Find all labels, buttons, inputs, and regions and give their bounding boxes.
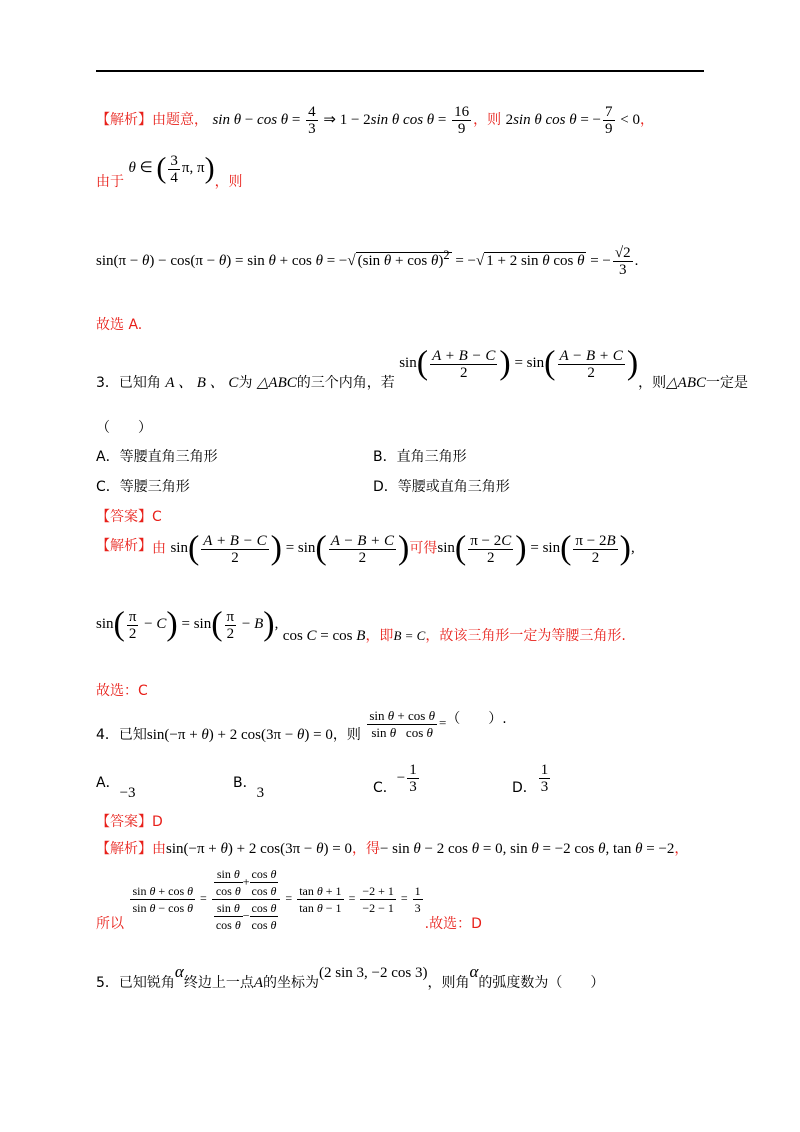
- analysis-get: ，得: [351, 841, 380, 857]
- q5-stem-c: 的坐标为: [263, 975, 320, 991]
- q3-stem-e: 一定是: [706, 375, 749, 392]
- q2-main-equation: sin(π − θ) − cos(π − θ) = sin θ + cos θ = −√ (sin θ + cos θ)$^2$ = −√ 1 + 2 sin θ cos θ = − $\frac{√2}{3}$ .: [96, 245, 639, 278]
- q3-option-a[interactable]: A．等腰直角三角形: [96, 449, 218, 465]
- q2-choose: 故选 A.: [96, 317, 143, 333]
- answer-label: 【答案】: [96, 814, 152, 830]
- q5-stem-e: 的弧度数为（ ）: [478, 975, 605, 991]
- step2-text: ，即: [365, 628, 394, 645]
- then-word-2: ，则: [214, 174, 243, 191]
- since-word: 由于: [96, 174, 124, 191]
- then-word: ，则: [473, 111, 502, 128]
- q4-option-c[interactable]: C．− $\frac{1}{3}$: [373, 762, 417, 796]
- comma: ，: [639, 111, 654, 128]
- q3-stem: 3．已知角 A 、 B 、 C为 △ABC的三个内角，若 sin( $\frac{A + B - C}{2}$ ) = sin( $\frac{A - B + C}{2}$ )，则△ABC一定是: [96, 345, 749, 392]
- analysis-label: 【解析】: [96, 841, 152, 857]
- q3-option-c[interactable]: C．等腰三角形: [96, 479, 190, 495]
- analysis-from: 由: [152, 540, 166, 557]
- q4-stem: 4．已知sin(−π + θ) + 2 cos(3π − θ) = 0，则 $\frac{\text{sin θ + cos θ}}{\text{sin θ cos θ}}$ =（ ）.: [96, 708, 507, 744]
- q4-answer: [96, 811, 163, 831]
- q3-number: 3．: [96, 375, 119, 392]
- q3-condition: sin( $\frac{A + B - C}{2}$ ) = sin( $\frac{A - B + C}{2}$ ): [399, 345, 639, 382]
- q3-stem-a: 已知角: [118, 375, 161, 392]
- q3-option-b[interactable]: B．直角三角形: [373, 449, 467, 465]
- q5-stem-b: 终边上一点: [183, 975, 254, 991]
- q4-paren: （ ）.: [446, 711, 507, 728]
- q4-option-d[interactable]: D． $\frac{1}{3}$: [512, 762, 549, 796]
- theta-range: θ ∈ ( $\frac{3}{4}$ π, π): [128, 152, 215, 186]
- q3-choose: 故选：C: [96, 683, 148, 699]
- q4-stem-a: 已知: [118, 727, 147, 744]
- analysis-intro: 由题意，: [152, 111, 208, 128]
- q3-stem-c: 的三个内角，若: [296, 375, 395, 392]
- q3-answer: [96, 506, 162, 526]
- header-rule: [96, 70, 704, 72]
- step2-conclusion: ，故该三角形一定为等腰三角形.: [425, 628, 626, 645]
- q4-analysis-line: 【解析】由sin(−π + θ) + 2 cos(3π − θ) = 0，得− sin θ − 2 cos θ = 0, sin θ = −2 cos θ, tan θ = −2，: [96, 841, 689, 857]
- analysis-label: 【解析】: [96, 111, 152, 128]
- q5-coords: (2 sin 3, −2 cos 3): [319, 965, 428, 981]
- q2-analysis-line: [96, 104, 654, 137]
- q3-option-d[interactable]: D．等腰或直角三角形: [373, 479, 510, 495]
- q3-step2: sin( $\frac{\pi}{2}$ − C) = sin( $\frac{\pi}{2}$ − B), cos C = cos B，即B = C，故该三角形一定为等腰三角形.: [96, 606, 626, 645]
- answer-label: 【答案】: [96, 509, 152, 525]
- q2-math2: 2sin θ cos θ = − $\frac{7}{9}$ < 0: [505, 104, 640, 137]
- analysis-gives: 可得: [409, 540, 438, 557]
- q5-stem-d: ，则角: [427, 975, 470, 991]
- q3-paren: （ ）: [96, 420, 152, 436]
- q4-option-b[interactable]: B．3: [233, 775, 265, 801]
- q5-stem-a: 已知锐角: [118, 975, 175, 991]
- q4-option-a[interactable]: A．−3: [96, 775, 136, 801]
- q4-number: 4．: [96, 727, 119, 744]
- so-word: 所以: [96, 916, 124, 933]
- q4-choose: .故选：D: [424, 916, 482, 933]
- q2-since-line: [96, 152, 243, 191]
- q5-number: 5．: [96, 975, 119, 991]
- q4-so-line: 所以 $\frac{\text{sin θ + cos θ}}{\text{sin θ − cos θ}}$ = $\frac{\text{sin θ}}{\text{cos θ}}$ + $\frac{\text{cos θ}}{\text{cos θ}}$ $\frac{\text{sin θ}}{\text{cos θ}}$ − $\frac{\text{cos θ}}{\text{cos θ}}$ = $\frac{\text{tan θ + 1}}{\text{tan θ − 1}}$ = $\frac{-2 + 1}{-2 - 1}$ = $\frac{1}{3}$ .故选：D: [96, 867, 482, 933]
- q3-stem-b: 为: [238, 375, 253, 392]
- q5-stem: 5．已知锐角α终边上一点A的坐标为(2 sin 3, −2 cos 3)，则角α的弧度数为（ ）: [96, 962, 605, 991]
- answer-value: C: [152, 509, 162, 525]
- q4-stem-b: ，则: [332, 727, 361, 744]
- q2-math1: sin θ − cos θ = $\frac{4}{3}$ ⇒ 1 − 2sin θ cos θ = $\frac{16}{9}$: [212, 104, 470, 137]
- analysis-label: 【解析】: [96, 538, 152, 555]
- answer-value: D: [152, 814, 163, 830]
- q3-stem-d: ，则: [638, 375, 667, 392]
- analysis-from: 由: [152, 841, 166, 857]
- q3-analysis-line: 【解析】由 sin( $\frac{A + B - C}{2}$ ) = sin( $\frac{A - B + C}{2}$ )可得sin( $\frac{\pi - 2C}{2}$ ) = sin( $\frac{\pi - 2B}{2}$ ),: [96, 530, 635, 567]
